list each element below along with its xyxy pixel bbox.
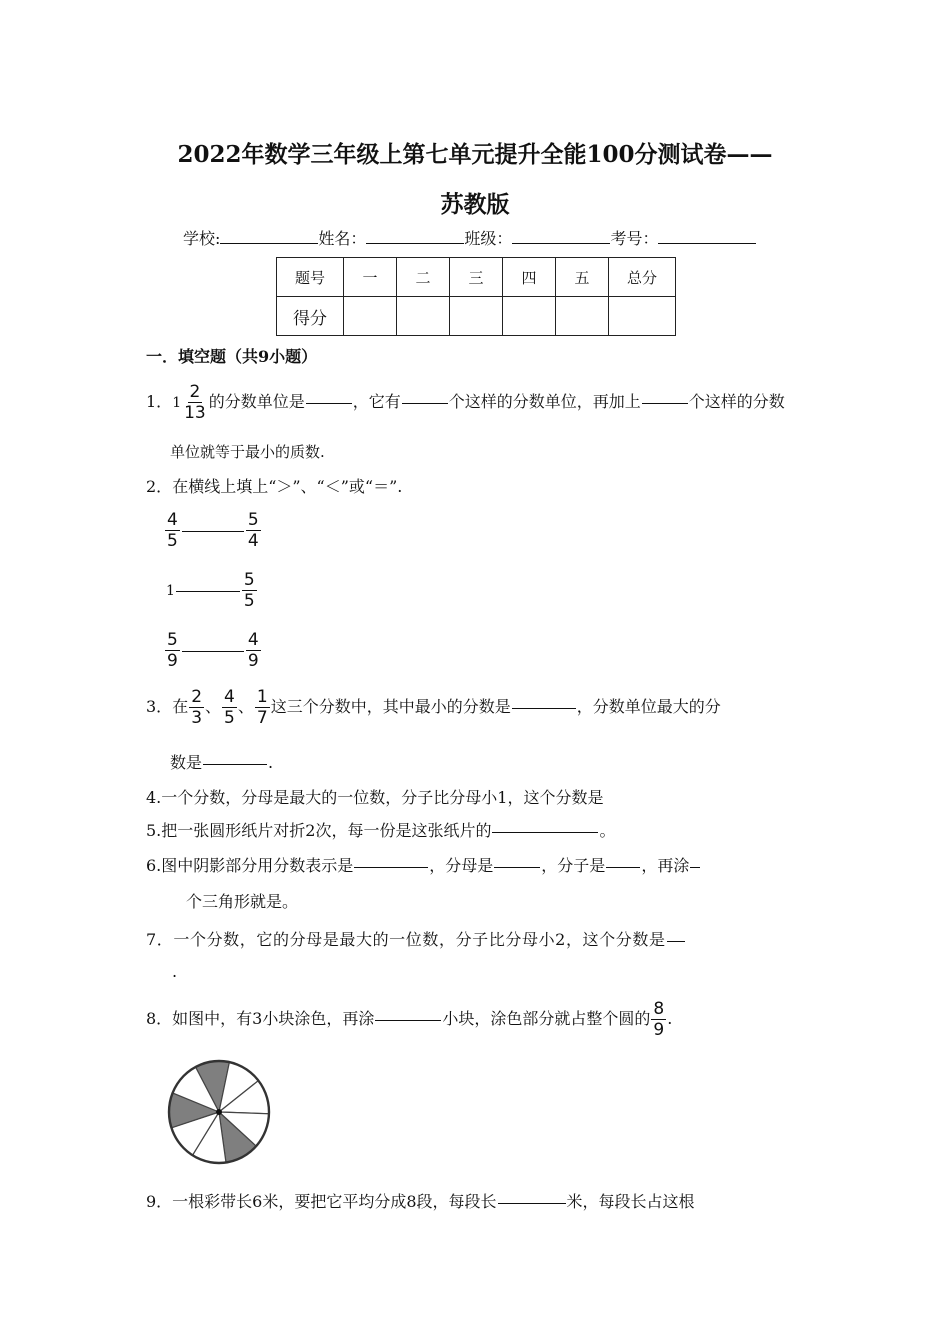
q1-text-2: ，它有 xyxy=(352,392,401,411)
q1-number: 1． xyxy=(146,392,173,411)
score-table-header-row xyxy=(277,258,676,297)
q3-f3-numerator: 1 xyxy=(256,687,268,707)
q3-f1-denominator: 3 xyxy=(191,708,203,728)
q2-c-left xyxy=(165,631,180,670)
q2-a-left-numerator: 4 xyxy=(167,510,178,530)
name-label: 姓名： xyxy=(318,229,367,248)
q6-text-3: ，分子是 xyxy=(541,856,606,875)
q3-pre: 在 xyxy=(172,697,189,716)
question-1 xyxy=(146,383,785,422)
question-6 xyxy=(146,853,701,876)
score-cell[interactable] xyxy=(397,297,450,336)
q8-fraction xyxy=(651,1000,666,1039)
q6-blank-1[interactable] xyxy=(354,866,428,868)
exam-no-field[interactable] xyxy=(658,228,756,244)
q2-c-blank[interactable] xyxy=(182,650,244,652)
score-header-cell: 一 xyxy=(344,258,397,297)
q3-blank-1[interactable] xyxy=(512,707,576,709)
q2-compare-c xyxy=(164,631,262,670)
q5-text-2: 。 xyxy=(599,821,616,840)
q2-a-right-denominator: 4 xyxy=(247,531,259,551)
q1-text-4: 个这样的分数 xyxy=(688,392,785,411)
q2-number: 2． xyxy=(146,477,173,496)
score-cell[interactable] xyxy=(344,297,397,336)
q1-line-2: 单位就等于最小的质数. xyxy=(170,443,325,461)
q1-denominator: 13 xyxy=(184,403,206,423)
q3-line-2 xyxy=(170,750,273,773)
question-5 xyxy=(146,818,615,841)
q6-blank-4[interactable] xyxy=(690,866,700,868)
q3-fraction-1 xyxy=(189,688,204,727)
q3-line-2-text: 数是 xyxy=(170,753,203,772)
q1-blank-2[interactable] xyxy=(402,402,448,404)
q1-blank-1[interactable] xyxy=(306,402,352,404)
score-cell[interactable] xyxy=(503,297,556,336)
q2-c-right xyxy=(246,631,261,670)
q3-number: 3． xyxy=(146,697,173,716)
q5-blank[interactable] xyxy=(492,831,598,833)
q6-line-2: 个三角形就是。 xyxy=(186,892,299,911)
q1-text-1: 的分数单位是 xyxy=(208,392,305,411)
score-cell[interactable] xyxy=(556,297,609,336)
q3-f1-numerator: 2 xyxy=(191,687,203,707)
q7-line-2: . xyxy=(172,962,178,981)
question-4: 4.一个分数，分母是最大的一位数，分子比分母小1，这个分数是 xyxy=(146,788,604,807)
score-cell[interactable] xyxy=(609,297,676,336)
q6-text-1: 6.图中阴影部分用分数表示是 xyxy=(146,856,354,875)
question-8 xyxy=(146,1000,672,1039)
score-header-cell: 四 xyxy=(503,258,556,297)
q2-b-right-denominator: 5 xyxy=(243,591,255,611)
score-header-cell: 题号 xyxy=(277,258,344,297)
q3-sep-2: 、 xyxy=(237,697,254,716)
q2-c-left-numerator: 5 xyxy=(167,630,178,650)
q3-f2-denominator: 5 xyxy=(224,708,235,728)
q7-text: 7．一个分数，它的分母是最大的一位数，分子比分母小2，这个分数是 xyxy=(146,930,666,949)
q2-a-blank[interactable] xyxy=(182,530,244,532)
score-table xyxy=(276,257,676,336)
name-field[interactable] xyxy=(366,228,464,244)
q3-text-2: ，分数单位最大的分 xyxy=(576,697,721,716)
score-header-cell: 总分 xyxy=(609,258,676,297)
q2-a-left xyxy=(165,511,180,550)
question-3 xyxy=(146,688,721,727)
q2-a-left-denominator: 5 xyxy=(167,531,178,551)
q3-text-1: 这三个分数中，其中最小的分数是 xyxy=(270,697,511,716)
circle-divided-figure xyxy=(166,1058,272,1168)
q9-blank[interactable] xyxy=(498,1202,566,1204)
q1-whole: 1 xyxy=(172,395,182,411)
q2-b-blank[interactable] xyxy=(176,590,240,592)
student-info-line xyxy=(183,226,756,249)
q2-compare-b xyxy=(166,571,258,610)
q8-text-1: 8．如图中，有3小块涂色，再涂 xyxy=(146,1009,375,1028)
q6-blank-2[interactable] xyxy=(494,866,540,868)
q8-blank[interactable] xyxy=(375,1019,441,1021)
q6-text-4: ，再涂 xyxy=(641,856,690,875)
q2-b-left: 1 xyxy=(166,583,175,599)
page-subtitle: 苏教版 xyxy=(440,191,510,218)
q1-fraction xyxy=(182,383,208,422)
q3-f3-denominator: 7 xyxy=(256,708,268,728)
q9-text-2: 米，每段长占这根 xyxy=(566,1192,695,1211)
q8-end: . xyxy=(667,1009,673,1028)
score-header-cell: 五 xyxy=(556,258,609,297)
score-cell[interactable] xyxy=(450,297,503,336)
q3-blank-2[interactable] xyxy=(203,763,267,765)
q1-text-3: 个这样的分数单位，再加上 xyxy=(448,392,641,411)
score-row-label: 得分 xyxy=(277,297,344,336)
q1-numerator: 2 xyxy=(189,382,201,402)
question-9 xyxy=(146,1189,695,1212)
q2-compare-a xyxy=(164,511,262,550)
q3-sep-1: 、 xyxy=(205,697,222,716)
q7-blank[interactable] xyxy=(667,940,685,942)
question-2 xyxy=(146,474,402,497)
circle-center xyxy=(216,1109,222,1115)
q1-blank-3[interactable] xyxy=(642,402,688,404)
q5-text-1: 5.把一张圆形纸片对折2次，每一份是这张纸片的 xyxy=(146,821,492,840)
q2-a-right-numerator: 5 xyxy=(247,510,259,530)
page-title: 2022年数学三年级上第七单元提升全能100分测试卷—— xyxy=(177,141,773,168)
q9-text-1: 9．一根彩带长6米，要把它平均分成8段，每段长 xyxy=(146,1192,497,1211)
score-header-cell: 二 xyxy=(397,258,450,297)
q2-b-right xyxy=(242,571,257,610)
q3-f2-numerator: 4 xyxy=(224,687,235,707)
q3-fraction-3 xyxy=(255,688,270,727)
school-field[interactable] xyxy=(220,228,318,244)
q2-c-right-numerator: 4 xyxy=(247,630,259,650)
q8-numerator: 8 xyxy=(653,999,665,1019)
q2-b-right-numerator: 5 xyxy=(243,570,255,590)
q6-blank-3[interactable] xyxy=(606,866,640,868)
q6-text-2: ，分母是 xyxy=(429,856,494,875)
exam-no-label: 考号： xyxy=(610,229,659,248)
q2-c-left-denominator: 9 xyxy=(167,651,178,671)
score-header-cell: 三 xyxy=(450,258,503,297)
q2-a-right xyxy=(246,511,261,550)
q3-fraction-2 xyxy=(222,688,237,727)
q8-text-2: 小块，涂色部分就占整个圆的 xyxy=(442,1009,651,1028)
q2-text: 在横线上填上“＞”、“＜”或“＝”. xyxy=(172,477,403,496)
score-table-score-row xyxy=(277,297,676,336)
class-label: 班级： xyxy=(464,229,513,248)
q3-line-2-end: . xyxy=(268,753,274,772)
school-label: 学校: xyxy=(183,229,221,248)
class-field[interactable] xyxy=(512,228,610,244)
section-title: 一．填空题（共9小题） xyxy=(146,347,318,366)
question-7 xyxy=(146,927,686,950)
q2-c-right-denominator: 9 xyxy=(247,651,259,671)
q8-denominator: 9 xyxy=(653,1020,665,1040)
